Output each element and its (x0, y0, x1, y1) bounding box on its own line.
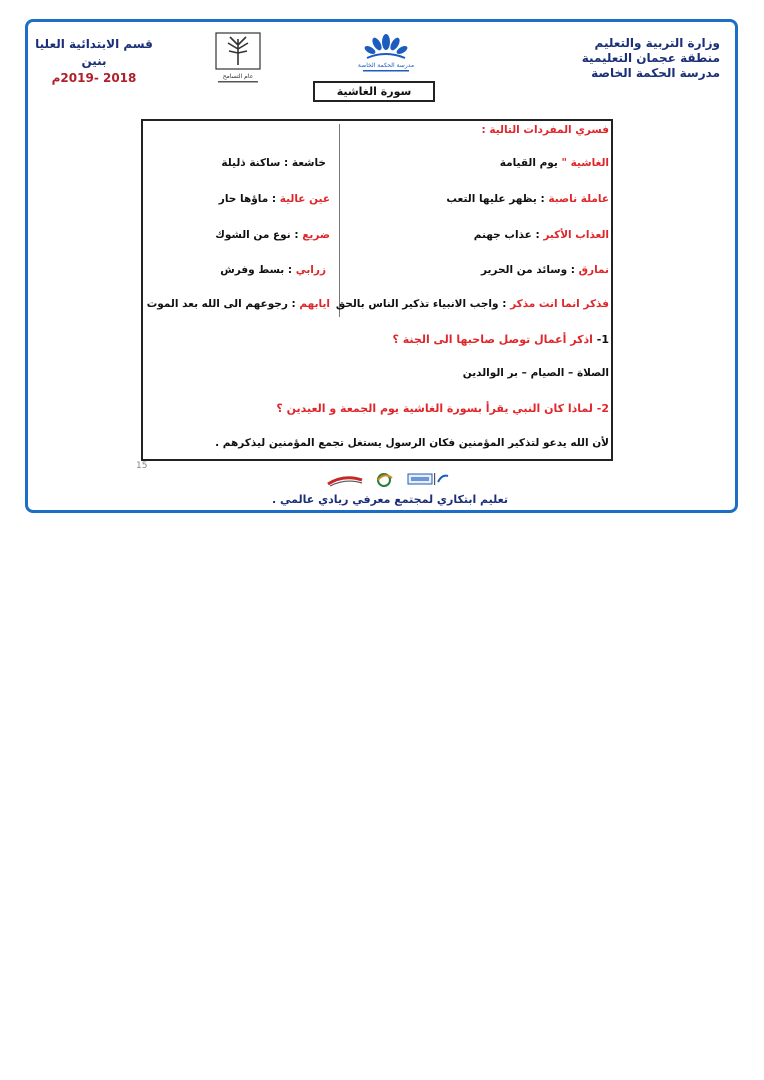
vocab-meaning: : ماؤها حار (218, 193, 280, 205)
ministry-line: وزارة التربية والتعليم (594, 36, 720, 50)
footer-logo-swirl (378, 474, 392, 486)
vocab-meaning: : يظهر عليها التعب (446, 193, 549, 205)
academic-year: 2018 -2019م (51, 71, 137, 85)
vocab-item-namariq (481, 264, 609, 276)
vocab-term: الغاشية " (561, 157, 609, 169)
answer-2: لأن الله يدعو لتذكير المؤمنين فكان الرسول يستغل تجمع المؤمنين ليذكرهم . (215, 437, 609, 449)
ministry-header (582, 36, 720, 81)
vocab-item-fadhakkir (336, 298, 609, 310)
question-number: 2- (596, 402, 609, 415)
vocab-meaning: : عذاب جهنم (473, 229, 544, 241)
vocab-term: فذكر انما انت مذكر (510, 298, 609, 310)
logo-caption: مدرسة الحكمة الخاصة (357, 62, 415, 69)
page-title: سورة الغاشية (313, 81, 435, 102)
vocab-term: العذاب الأكبر (543, 229, 609, 241)
answer-1: الصلاة – الصيام – بر الوالدين (462, 367, 609, 379)
vocab-term: عين عالية (279, 193, 330, 205)
year-of-tolerance-logo (212, 31, 264, 87)
vocab-term: ضريع (302, 229, 330, 241)
vocab-meaning: : وسائد من الحرير (480, 264, 579, 276)
question-text: اذكر أعمال توصل صاحبها الى الجنة ؟ (392, 333, 597, 346)
column-divider (339, 124, 340, 317)
question-text: لماذا كان النبي يقرأ بسورة الغاشية يوم الجمعة و العيدين ؟ (276, 402, 597, 415)
vocab-term: خاشعة (291, 157, 326, 169)
footer-logo-badge (408, 474, 432, 484)
vocab-item-dari (215, 229, 330, 241)
footer-motto: تعليم ابتكاري لمجتمع معرفي ريادي عالمي . (271, 493, 509, 506)
vocab-term: زرابي (295, 264, 326, 276)
question-1 (393, 333, 609, 346)
vocab-term: عاملة ناصبة (548, 193, 609, 205)
vocab-meaning: : ساكنة ذليلة (221, 157, 292, 169)
instruction: فسري المفردات التالية : (481, 124, 609, 136)
vocab-item-amila (446, 193, 609, 205)
vocab-item-ayn (219, 193, 330, 205)
section-header (34, 36, 154, 87)
vocab-meaning: : نوع من الشوك (215, 229, 303, 241)
school-logo (353, 30, 419, 76)
footer-logo-ribbon (328, 478, 362, 486)
question-number: 1- (596, 333, 609, 346)
vocab-item-ghashiya (500, 157, 609, 169)
region-line: منطقة عجمان التعليمية (581, 51, 720, 65)
vocab-item-khashia (221, 157, 326, 169)
vocab-meaning: : بسط وفرش (220, 264, 296, 276)
vocab-meaning: : واجب الانبياء تذكير الناس بالحق (335, 298, 511, 310)
vocab-meaning: يوم القيامة (499, 157, 562, 169)
vocab-item-adhab (474, 229, 609, 241)
vocab-term: نمارق (578, 264, 609, 276)
section-name: قسم الابتدائية العليا بنين (35, 37, 153, 68)
vocab-term: ايابهم (299, 298, 330, 310)
logo-caption: عام التسامح (222, 73, 254, 80)
vocab-item-iyabahum (147, 298, 330, 310)
vocab-meaning: : رجوعهم الى الله بعد الموت (146, 298, 300, 310)
footer-logo-mark (434, 473, 448, 485)
school-line: مدرسة الحكمة الخاصة (591, 66, 720, 80)
page-number: 15 (136, 461, 148, 471)
question-2 (276, 402, 609, 415)
vocab-item-zarabi (220, 264, 326, 276)
footer-logos (326, 470, 450, 490)
